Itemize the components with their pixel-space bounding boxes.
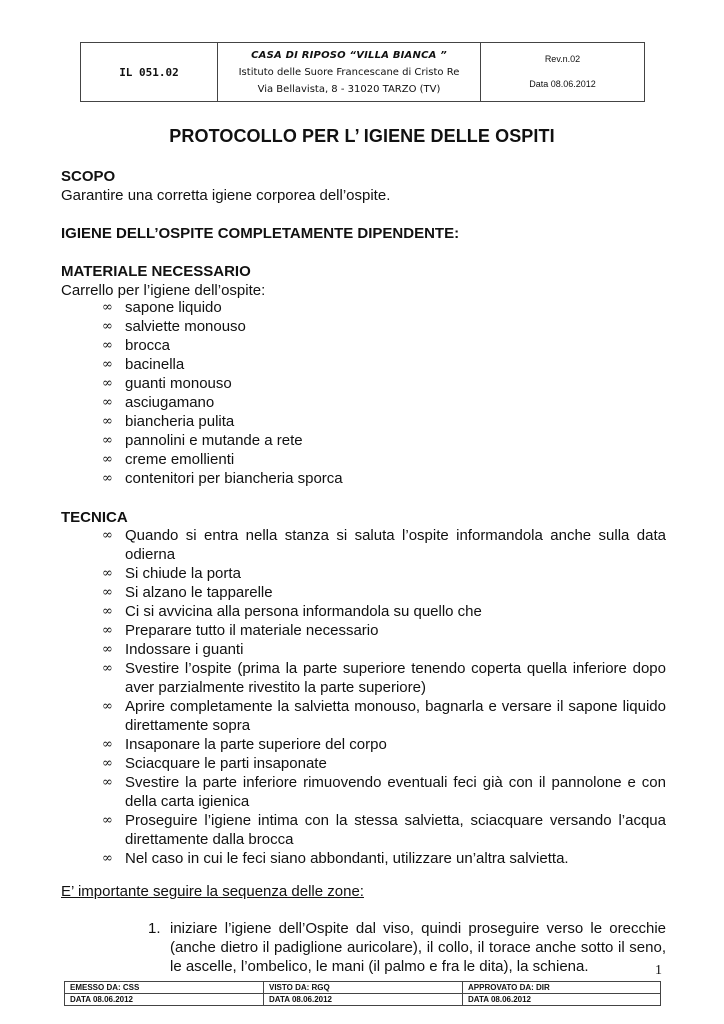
list-item-text: Si alzano le tapparelle: [125, 584, 273, 601]
list-item: [102, 450, 666, 469]
bullet-icon: ∞: [102, 376, 113, 391]
bullet-icon: ∞: [102, 813, 113, 828]
bullet-icon: ∞: [102, 775, 113, 790]
document-footer-table: [64, 981, 661, 1006]
footer-date-visto: DATA 08.06.2012: [264, 994, 463, 1006]
list-item-text: salviette monouso: [125, 318, 246, 335]
bullet-icon: ∞: [102, 566, 113, 581]
materiale-heading: MATERIALE NECESSARIO: [61, 263, 251, 280]
list-item: [102, 412, 666, 431]
section-heading: IGIENE DELL’OSPITE COMPLETAMENTE DIPENDENTE:: [61, 225, 460, 242]
document-header-table: [80, 42, 645, 102]
list-item-text: creme emollienti: [125, 451, 235, 468]
institution-block: [218, 43, 481, 101]
footer-visto: VISTO DA: RGQ: [264, 982, 463, 994]
scopo-heading: SCOPO: [61, 168, 116, 185]
scopo-text: Garantire una corretta igiene corporea dell’ospite.: [61, 187, 391, 204]
bullet-icon: ∞: [102, 433, 113, 448]
materiale-intro: Carrello per l’igiene dell’ospite:: [61, 282, 266, 299]
list-item: [102, 374, 666, 393]
list-item-text: Svestire l’ospite (prima la parte superiore tenendo coperta quella inferiore dopo aver parzialmente rivestito la parte superiore): [125, 660, 666, 696]
sequence-heading: E’ importante seguire la sequenza delle zone:: [61, 883, 364, 900]
materiale-section: [61, 262, 665, 300]
list-item: [102, 621, 666, 640]
materiale-list: [102, 298, 666, 488]
bullet-icon: ∞: [102, 756, 113, 771]
page-title: PROTOCOLLO PER L’ IGIENE DELLE OSPITI: [169, 126, 555, 146]
sequence-list: [148, 919, 666, 976]
bullet-icon: ∞: [102, 414, 113, 429]
bullet-icon: ∞: [102, 604, 113, 619]
bullet-icon: ∞: [102, 300, 113, 315]
list-item-text: sapone liquido: [125, 299, 222, 316]
list-item: [102, 754, 666, 773]
revision-date: Data 08.06.2012: [529, 79, 596, 89]
list-item: [102, 811, 666, 849]
list-item: [102, 298, 666, 317]
footer-emesso: EMESSO DA: CSS: [65, 982, 264, 994]
bullet-icon: ∞: [102, 699, 113, 714]
list-item: [102, 317, 666, 336]
revision-number: Rev.n.02: [544, 54, 581, 64]
numbered-item: [148, 919, 666, 976]
bullet-icon: ∞: [102, 319, 113, 334]
list-item: [102, 526, 666, 564]
institution-name: CASA DI RIPOSO “VILLA BIANCA ”: [251, 49, 447, 61]
list-item: [102, 431, 666, 450]
bullet-icon: ∞: [102, 357, 113, 372]
bullet-icon: ∞: [102, 528, 113, 543]
page-number: 1: [655, 963, 662, 978]
bullet-icon: ∞: [102, 851, 113, 866]
list-item-text: asciugamano: [125, 394, 215, 411]
tecnica-heading: TECNICA: [61, 509, 128, 526]
list-item-text: Indossare i guanti: [125, 641, 244, 658]
list-item-text: Si chiude la porta: [125, 565, 241, 582]
list-item: [102, 602, 666, 621]
list-item: [102, 583, 666, 602]
list-item-text: Insaponare la parte superiore del corpo: [125, 736, 387, 753]
list-item: [102, 469, 666, 488]
document-code: IL 051.02: [81, 43, 218, 101]
footer-date-emesso: DATA 08.06.2012: [65, 994, 264, 1006]
list-item: [102, 773, 666, 811]
revision-block: [481, 43, 644, 101]
institution-subtitle: Istituto delle Suore Francescane di Cristo Re: [238, 66, 460, 78]
list-item: [102, 393, 666, 412]
list-item: [102, 640, 666, 659]
bullet-icon: ∞: [102, 395, 113, 410]
list-item: [102, 355, 666, 374]
scopo-section: [61, 167, 665, 205]
bullet-icon: ∞: [102, 338, 113, 353]
bullet-icon: ∞: [102, 452, 113, 467]
bullet-icon: ∞: [102, 642, 113, 657]
list-item-text: contenitori per biancheria sporca: [125, 470, 343, 487]
bullet-icon: ∞: [102, 585, 113, 600]
bullet-icon: ∞: [102, 737, 113, 752]
list-item-text: bacinella: [125, 356, 185, 373]
bullet-icon: ∞: [102, 471, 113, 486]
list-item: [102, 735, 666, 754]
list-item-text: Nel caso in cui le feci siano abbondanti, utilizzare un’altra salvietta.: [125, 850, 569, 867]
list-item-text: Aprire completamente la salvietta monouso, bagnarla e versare il sapone liquido direttamente sopra: [125, 698, 666, 734]
footer-date-approvato: DATA 08.06.2012: [468, 995, 531, 1004]
list-item-text: guanti monouso: [125, 375, 232, 392]
list-item: [102, 697, 666, 735]
bullet-icon: ∞: [102, 623, 113, 638]
bullet-icon: ∞: [102, 661, 113, 676]
list-item-text: biancheria pulita: [125, 413, 235, 430]
tecnica-list: [102, 526, 666, 868]
list-item: [102, 659, 666, 697]
list-item-text: Preparare tutto il materiale necessario: [125, 622, 379, 639]
item-number: 1.: [148, 920, 161, 937]
list-item-text: Svestire la parte inferiore rimuovendo eventuali feci già con il pannolone e con della carta igienica: [125, 774, 666, 810]
list-item-text: Proseguire l’igiene intima con la stessa salvietta, sciacquare versando l’acqua direttamente dalla brocca: [125, 812, 666, 848]
footer-approvato: APPROVATO DA: DIR: [463, 982, 660, 994]
list-item-text: Quando si entra nella stanza si saluta l’ospite informandola anche sulla data odierna: [125, 527, 666, 563]
list-item-text: Ci si avvicina alla persona informandola su quello che: [125, 603, 482, 620]
list-item: [102, 564, 666, 583]
list-item-text: Sciacquare le parti insaponate: [125, 755, 327, 772]
list-item-text: pannolini e mutande a rete: [125, 432, 303, 449]
list-item-text: brocca: [125, 337, 171, 354]
institution-address: Via Bellavista, 8 - 31020 TARZO (TV): [257, 83, 441, 95]
item-text: iniziare l’igiene dell’Ospite dal viso, quindi proseguire verso le orecchie (anche dietro il padiglione auricolare), il collo, il torace anche sotto il seno, le ascelle, l’ombelico, le mani (il palmo e fra le dita), la schiena.: [170, 920, 666, 975]
list-item: [102, 849, 666, 868]
list-item: [102, 336, 666, 355]
